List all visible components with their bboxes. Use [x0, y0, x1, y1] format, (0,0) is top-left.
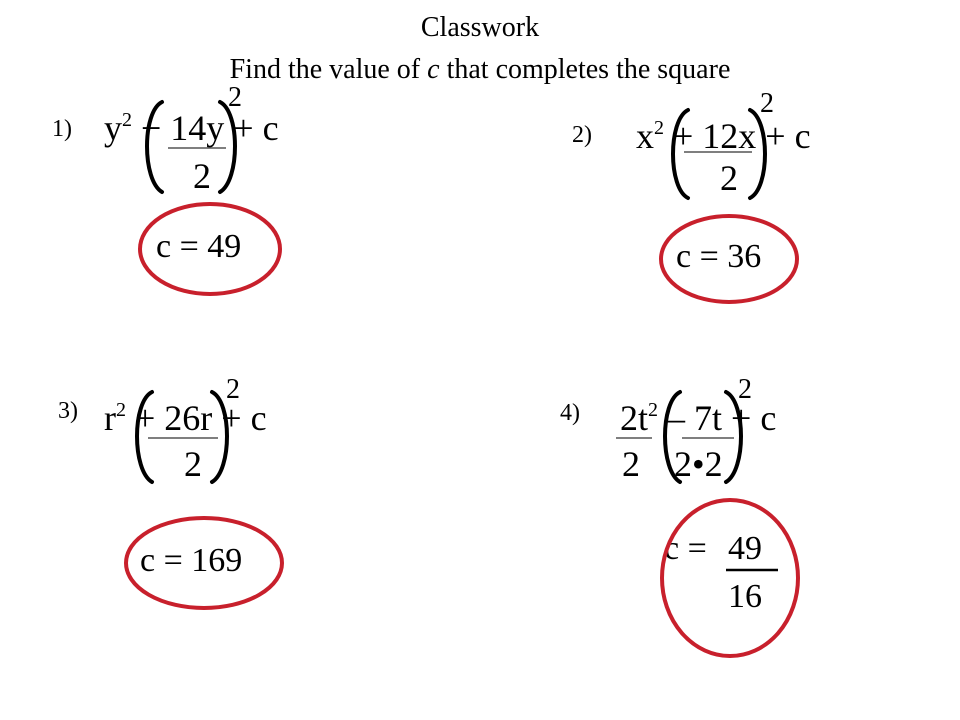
- problem-1-answer-circle: [140, 204, 280, 294]
- problem-1-right-paren: [220, 102, 235, 192]
- problem-2-exponent: 2: [654, 117, 664, 139]
- problem-2-number: 2): [572, 122, 592, 148]
- problem-4-answer-prefix: c =: [664, 530, 707, 567]
- problem-4-outer-exponent: 2: [738, 374, 752, 405]
- problem-4-left-paren: [665, 392, 680, 482]
- problem-3-terms: + 26r + c: [126, 398, 267, 438]
- instruction-prefix: Find the value of: [229, 54, 428, 85]
- problem-4-number: 4): [560, 400, 580, 426]
- problem-3-outer-exponent: 2: [226, 374, 240, 405]
- problem-2-left-paren: [673, 110, 688, 198]
- problem-3-divisor: 2: [184, 444, 202, 484]
- problem-3-variable: r: [104, 398, 116, 438]
- problem-2-right-paren: [750, 110, 765, 198]
- problem-1-outer-exponent: 2: [228, 82, 242, 113]
- page-title: Classwork: [420, 12, 540, 43]
- problem-3-answer-circle: [126, 518, 282, 608]
- problem-1-left-paren: [147, 102, 162, 192]
- instruction-variable: c: [427, 54, 440, 85]
- problem-4-right-paren: [726, 392, 741, 482]
- problem-3-exponent: 2: [116, 399, 126, 421]
- problem-2-terms: + 12x + c: [664, 116, 811, 156]
- problem-1-answer: c = 49: [156, 228, 242, 265]
- problem-3-number: 3): [58, 398, 78, 424]
- problem-4-answer-circle: [662, 500, 798, 656]
- problem-4-left-divisor: 2: [622, 444, 640, 484]
- problem-4-coefficient-term: 2t: [620, 398, 649, 438]
- problem-2-answer-circle: [661, 216, 797, 302]
- problem-1-terms: − 14y + c: [132, 108, 279, 148]
- problem-3-answer: c = 169: [140, 542, 243, 579]
- problem-2-answer: c = 36: [676, 238, 762, 275]
- problem-4-answer-numerator: 49: [728, 530, 762, 567]
- problem-1-variable: y: [104, 108, 122, 148]
- instruction-suffix: that completes the square: [439, 54, 731, 85]
- problem-4-divisor: 2•2: [674, 444, 723, 484]
- problem-2-variable: x: [636, 116, 654, 156]
- problem-4-exponent: 2: [648, 399, 659, 421]
- problem-1-number: 1): [52, 116, 72, 142]
- problem-2-outer-exponent: 2: [760, 88, 774, 119]
- problem-4-terms: – 7t + c: [658, 398, 777, 438]
- problem-3-left-paren: [137, 392, 152, 482]
- problem-1-divisor: 2: [193, 156, 211, 196]
- problem-4-answer-denominator: 16: [728, 578, 762, 615]
- problem-3-right-paren: [212, 392, 227, 482]
- problem-2-divisor: 2: [720, 158, 738, 198]
- problem-1-exponent: 2: [122, 109, 132, 131]
